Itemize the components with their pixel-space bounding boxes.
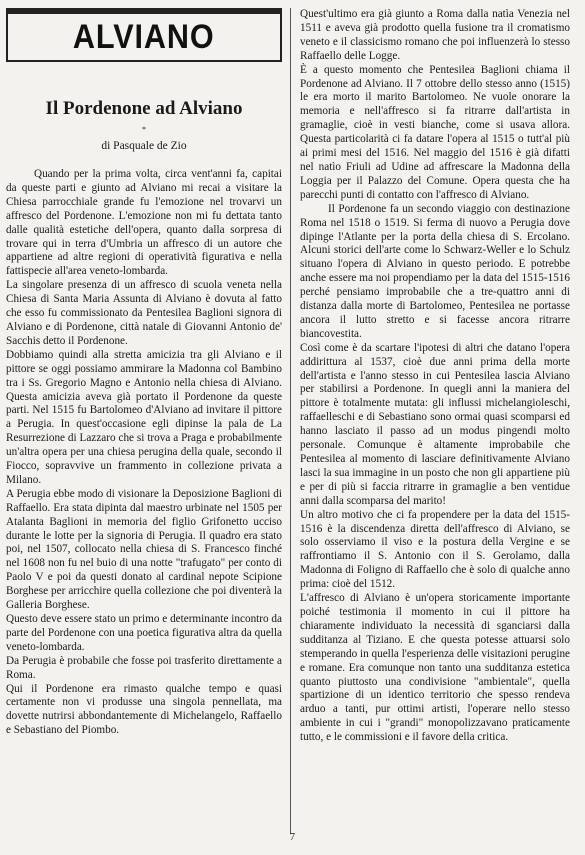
article-title: Il Pordenone ad Alviano bbox=[45, 98, 243, 119]
left-column bbox=[6, 8, 282, 738]
paragraph: L'affresco di Alviano è un'opera storicamente importante poiché testimonia il momento in cui il pittore ha chiaramente individuato la necessità di sganciarsi dalla sudditanza al Tiziano. E che questa potesse attuarsi solo stemperando in quella l'esperienza delle visitazioni perugine e romane. Era comunque non tanto una sudditanza estetica quanto piuttosto una condivisione "ambientale", quella spartizione di un identico territorio che spesso rendeva arduo a tanti, pur ottimi artisti, l'operare nello stesso ambiente in cui i "grandi" monopolizzavano praticamente tutto, e le commissioni e il favore della critica. bbox=[300, 592, 570, 744]
article-byline: di Pasquale de Zio bbox=[101, 140, 187, 152]
left-text bbox=[6, 168, 282, 738]
paragraph: La singolare presenza di un affresco di scuola veneta nella Chiesa di Santa Maria Assunta di Alviano è dovuta al fatto che esso fu commissionato da Pentesilea Baglioni signora di Alviano e di Pordenone, città natale di Giovanni Antonio de' Sacchis detto il Pordenone. bbox=[6, 279, 282, 347]
paragraph: Quando per la prima volta, circa vent'anni fa, capitai da queste parti e giunto ad Alviano mi recai a visitare la Chiesa parrocchiale grande fu l'emozione nel trovarvi un affresco del Pordenone. L'emozione non mi fu dettata tanto dalle qualità estetiche dell'opera, quanto dalla sorpresa di trovare qui in terra d'Umbria un affresco di un autore che appartiene ad altre regioni di operatività figurativa e nella fattispecie all'area veneto-lombarda. bbox=[6, 168, 282, 278]
title-ornament: * bbox=[142, 125, 146, 134]
paragraph: È a questo momento che Pentesilea Baglioni chiama il Pordenone ad Alviano. Il 7 ottobre dello stesso anno (1515) le era morto il marito Bartolomeo. Ne vuole onorare la memoria e nell'affresco si fa ritrarre dall'artista in gramaglie, cioè in vesti bianche, come si usava allora. Questa particolarità ci fa datare l'opera al 1515 o tutt'al più ai primi mesi del 1516. Nel maggio del 1516 è già difatti nel natìo Friuli ad Udine ad affrescare la Madonna della Loggia per il Palazzo del Comune. Opera questa che ha parecchi punti di contatto con l'affresco di Alviano. bbox=[300, 63, 570, 201]
paragraph: Qui il Pordenone era rimasto qualche tempo e quasi certamente non vi produsse una singola pennellata, ma dovette nutrirsi abbondantemente di Michelangelo, Raffaello e Sebastiano del Piombo. bbox=[6, 682, 282, 737]
right-column bbox=[300, 8, 570, 745]
column-divider bbox=[290, 8, 291, 834]
right-text bbox=[300, 8, 570, 745]
paragraph: Il Pordenone fa un secondo viaggio con destinazione Roma nel 1518 o 1519. Si ferma di nuovo a Perugia dove dipinge l'Atlante per la porta della chiesa di S. Ercolano. Alcuni storici dell'arte come lo Schwarz-Weller e lo Schulz situano l'opera di Alviano in questo periodo. E potrebbe anche essere ma noi propendiamo per la data del 1515-1516 perché pensiamo improbabile che a tre-quattro anni di distanza dalla morte di Bartolomeo, Pentesilea ne portasse ancora il lutto stretto e si facesse ancora ritrarre biancovestita. bbox=[300, 202, 570, 340]
paragraph: Dobbiamo quindi alla stretta amicizia tra gli Alviano e il pittore se oggi possiamo ammirare la Madonna col Bambino tra i Ss. Gregorio Magno e Antonio nella chiesa di Alviano. Questa amicizia aveva già portato il Pordenone da queste parti. Nel 1515 fu Bartolomeo d'Alviano ad invitare il pittore a Perugia. In quest'occasione egli dipinse la pala de La Resurrezione di Lazzaro che si trova a Praga e probabilmente un'altra opera per una chiesa perugina della quale, secondo il Fiocco, sopravvive un frammento in collezione privata a Milano. bbox=[6, 348, 282, 486]
paragraph: Da Perugia è probabile che fosse poi trasferito direttamente a Roma. bbox=[6, 654, 282, 681]
section-title: ALVIANO bbox=[73, 17, 215, 56]
paragraph: Così come è da scartare l'ipotesi di altri che datano l'opera addirittura al 1537, cioè due anni prima della morte dell'artista e l'anno stesso in cui Pentesilea lascia Alviano per stabilirsi a Pordenone. In quegli anni la maniera del pittore è totalmente mutata: gli influssi michelangioleschi, raffaelleschi e di Sebastiano sono ormai quasi scomparsi ed hanno lasciato il passo ad un modus pingendi molto personale. Comunque è altamente improbabile che Pentesilea al momento di lasciare definitivamente Alviano lasci la sua immagine in un posto che non gli appartiene più e per di più si faccia ritrarre in gramaglie a ben ventidue anni dalla scomparsa del marito! bbox=[300, 341, 570, 507]
paragraph: Quest'ultimo era già giunto a Roma dalla natìa Venezia nel 1511 e aveva già prodotto quella fusione tra il cromatismo veneto e il classicismo romano che poi influenzerà lo stesso Raffaello delle Logge. bbox=[300, 8, 570, 62]
paragraph: A Perugia ebbe modo di visionare la Deposizione Baglioni di Raffaello. Era stata dipinta dal maestro urbinate nel 1505 per Atalanta Baglioni in memoria del figlio Grifonetto ucciso durante le lotte per la signoria di Perugia. Il quadro era stato poi, nel 1507, collocato nella chiesa di S. Francesco finché nel 1608 non fu nel buio di una notte "trafugato" per conto di Paolo V e poi da questi donato al cardinal nepote Scipione Borghese per arricchire quella collezione che poi diventerà la Galleria Borghese. bbox=[6, 487, 282, 612]
page-number: 7 bbox=[290, 832, 295, 843]
paragraph: Questo deve essere stato un primo e determinante incontro da parte del Pordenone con una poetica figurativa altra da quella veneto-lombarda. bbox=[6, 613, 282, 653]
paragraph: Un altro motivo che ci fa propendere per la data del 1515-1516 è la discendenza diretta dell'affresco di Alviano, se solo osserviamo il viso e la postura della Vergine e se raffrontiamo il S. Antonio con il S. Gerolamo, dalla Madonna di Foligno di Raffaello che è solo di qualche anno prima: cioè del 1512. bbox=[300, 508, 570, 591]
section-header bbox=[6, 8, 282, 62]
